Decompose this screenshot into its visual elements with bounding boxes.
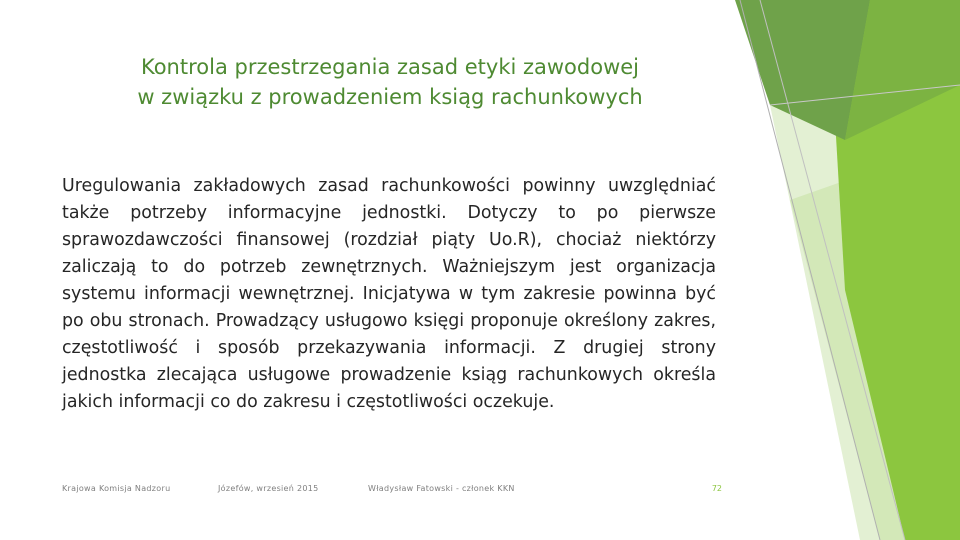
page-number: 72 <box>711 484 722 493</box>
footer-author: Władysław Fatowski - członek KKN <box>368 484 515 493</box>
title-line-1: Kontrola przestrzegania zasad etyki zawodowej <box>140 55 640 79</box>
footer-place-date: Józefów, wrzesień 2015 <box>218 484 319 493</box>
body-paragraph: Uregulowania zakładowych zasad rachunkowości powinny uwzględniać także potrzeby informacyjne jednostki. Dotyczy to po pierwsze sprawozdawczości finansowej (rozdział piąty Uo.R), chociaż niektórzy zaliczają to do potrzeb zewnętrznych. Ważniejszym jest organizacja systemu informacji wewnętrznej. Inicjatywa w tym zakresie powinna być po obu stronach. Prowadzący usługowo księgi proponuje określony zakres, częstotliwość i sposób przekazywania informacji. Z drugiej strony jednostka zlecająca usługowe prowadzenie ksiąg rachunkowych określa jakich informacji co do zakresu i częstotliwości oczekuje. <box>62 176 716 412</box>
slide-title <box>60 52 720 112</box>
title-line-2: w związku z prowadzeniem ksiąg rachunkowych <box>137 85 643 109</box>
footer-organization: Krajowa Komisja Nadzoru <box>62 484 171 493</box>
